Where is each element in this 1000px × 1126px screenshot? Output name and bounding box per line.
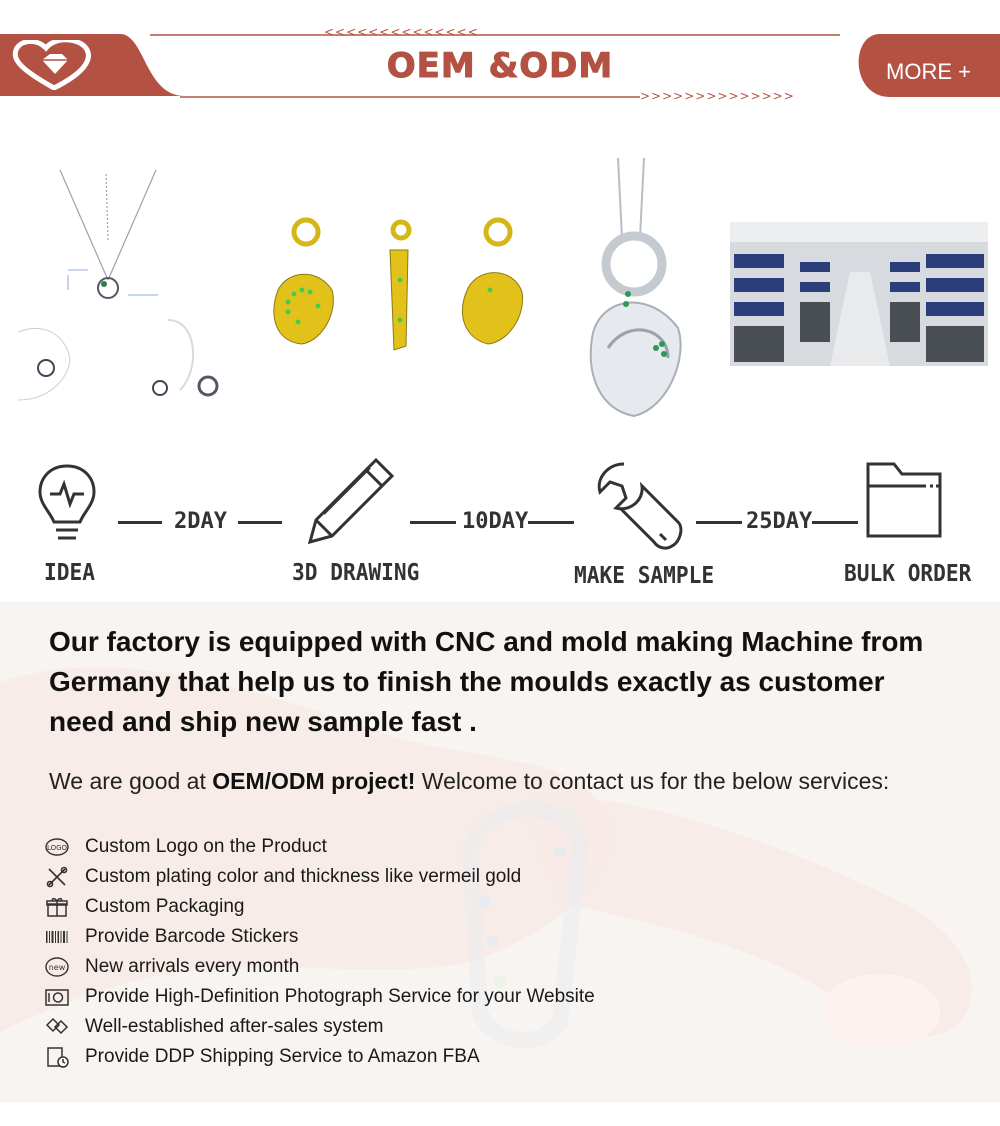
barcode-icon — [44, 924, 70, 950]
connector-line — [696, 521, 742, 524]
connector-line — [410, 521, 456, 524]
connector-label-10day: 10DAY — [462, 509, 529, 534]
intro-pre: We are good at — [49, 768, 213, 794]
list-item — [44, 952, 595, 982]
service-text: Provide High-Definition Photograph Service for your Website — [85, 986, 595, 1007]
svg-text:new: new — [48, 963, 66, 972]
connector-line — [528, 521, 574, 524]
step-label-3d-drawing: 3D DRAWING — [292, 560, 420, 586]
service-text: Custom Logo on the Product — [85, 836, 327, 857]
step-label-idea: IDEA — [44, 560, 95, 586]
intro-text — [49, 768, 979, 795]
connector-line — [118, 521, 162, 524]
warehouse-photo — [730, 222, 988, 366]
service-text: Custom plating color and thickness like vermeil gold — [85, 866, 522, 887]
list-item — [44, 862, 595, 892]
new-badge-icon — [44, 954, 70, 980]
service-text: New arrivals every month — [85, 956, 300, 977]
camera-icon — [44, 984, 70, 1010]
logo-stamp-icon — [44, 834, 70, 860]
connector-label-2day: 2DAY — [174, 509, 227, 534]
lightbulb-icon — [36, 462, 98, 549]
service-text: Provide DDP Shipping Service to Amazon FBA — [85, 1046, 480, 1067]
connector-line — [812, 521, 858, 524]
connector-label-25day: 25DAY — [746, 509, 813, 534]
service-text: Provide Barcode Stickers — [85, 926, 299, 947]
shipping-box-icon — [44, 1044, 70, 1070]
factory-headline: Our factory is equipped with CNC and mold making Machine from Germany that help us to finish the moulds exactly as customer need and ship new sample fast . — [49, 626, 924, 737]
gold-cad-render-image — [258, 210, 528, 360]
folder-icon — [864, 460, 944, 545]
list-item — [44, 922, 595, 952]
decor-arrows-left: <<<<<<<<<<<<<< — [324, 25, 479, 39]
technical-drawing-image — [8, 160, 228, 410]
services-list — [44, 832, 595, 1072]
list-item — [44, 892, 595, 922]
silver-pendant-image — [578, 158, 702, 420]
list-item — [44, 832, 595, 862]
list-item — [44, 982, 595, 1012]
more-button[interactable]: MORE + — [886, 59, 971, 84]
wrench-icon — [594, 460, 686, 557]
intro-bold: OEM/ODM project! — [212, 768, 416, 794]
connector-line — [238, 521, 282, 524]
list-item — [44, 1042, 595, 1072]
header-banner — [0, 0, 1000, 110]
decor-arrows-right: >>>>>>>>>>>>>> — [640, 89, 795, 103]
list-item — [44, 1012, 595, 1042]
service-text: Well-established after-sales system — [85, 1016, 384, 1037]
gift-box-icon — [44, 894, 70, 920]
plating-tools-icon — [44, 864, 70, 890]
intro-post: Welcome to contact us for the below services: — [415, 768, 890, 794]
pencil-icon — [304, 456, 396, 551]
step-label-make-sample: MAKE SAMPLE — [574, 563, 715, 589]
page-title: OEM &ODM — [386, 46, 614, 86]
step-label-bulk-order: BULK ORDER — [844, 561, 972, 587]
svg-text:LOGO: LOGO — [46, 844, 68, 852]
service-text: Custom Packaging — [85, 896, 245, 917]
handshake-icon — [44, 1014, 70, 1040]
